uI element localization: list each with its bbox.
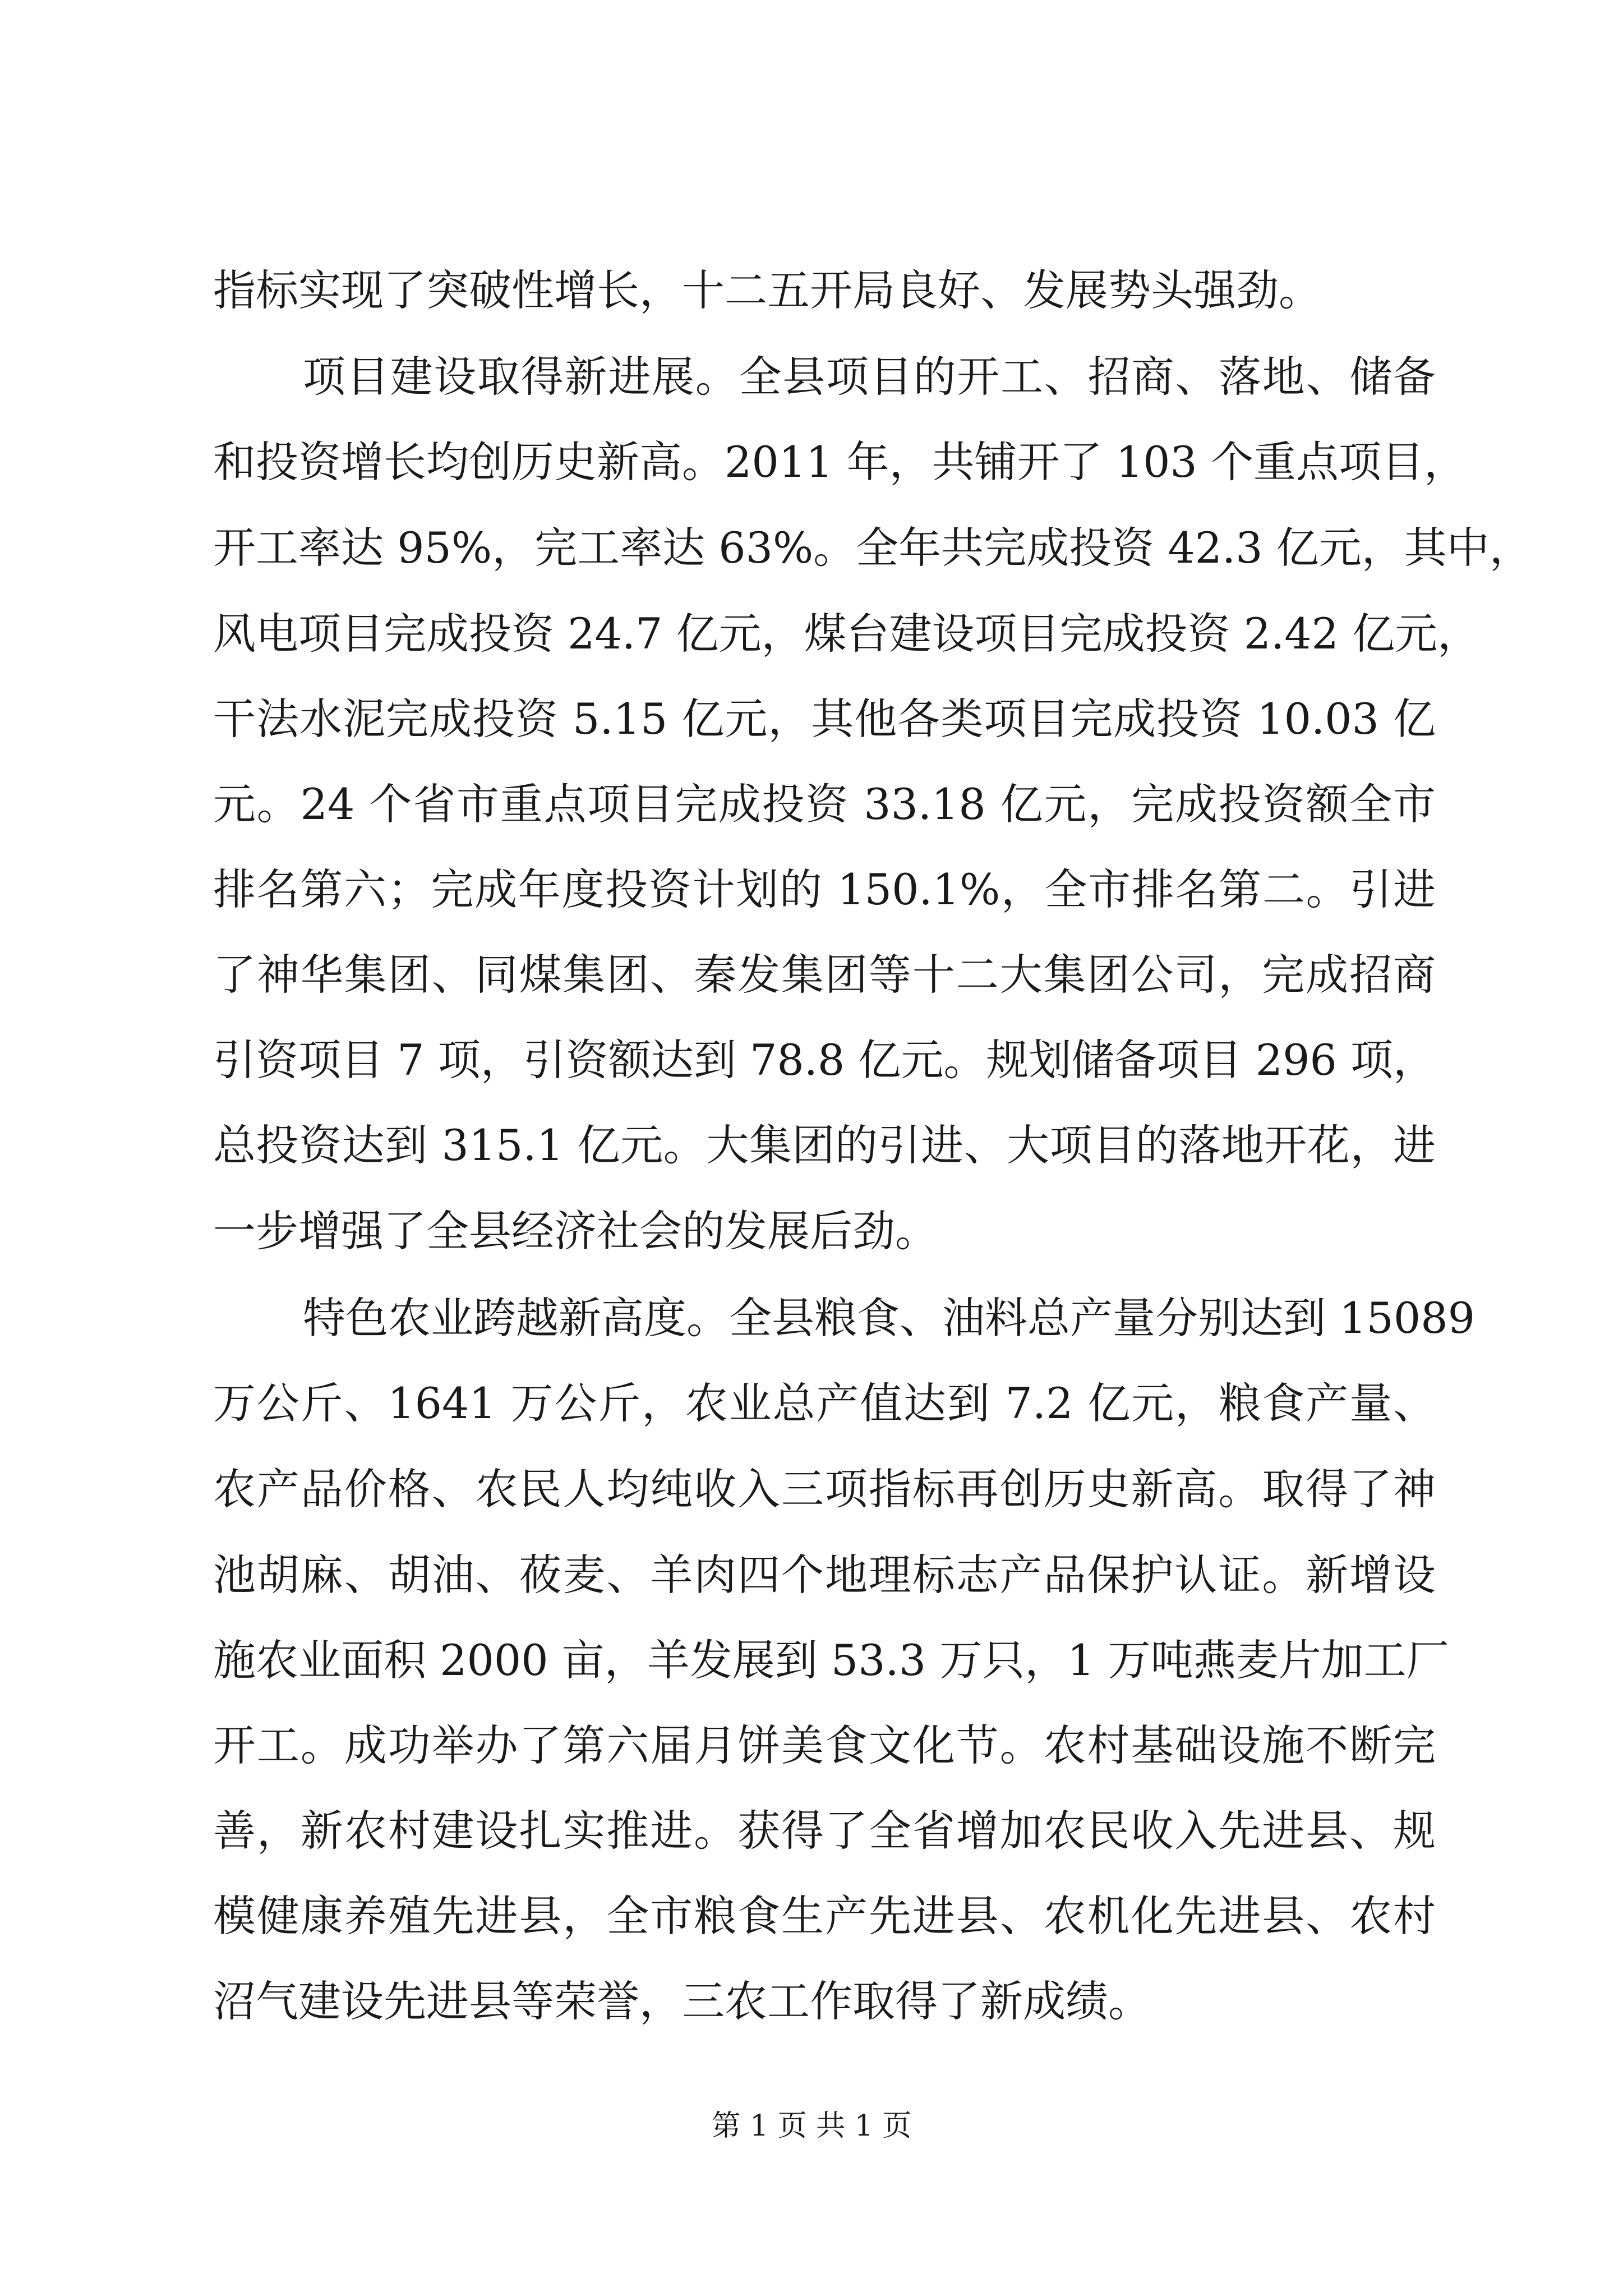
- paragraph-1-line: 总投资达到 315.1 亿元。大集团的引进、大项目的落地开花，进: [213, 1120, 1436, 1170]
- paragraph-1-line: 项目建设取得新进展。全县项目的开工、招商、落地、储备: [303, 352, 1436, 402]
- paragraph-2-line: 施农业面积 2000 亩，羊发展到 53.3 万只，1 万吨燕麦片加工厂: [213, 1635, 1449, 1685]
- paragraph-2-line: 特色农业跨越新高度。全县粮食、油料总产量分别达到 15089: [303, 1293, 1475, 1343]
- paragraph-1-line: 引资项目 7 项，引资额达到 78.8 亿元。规划储备项目 296 项，: [213, 1035, 1436, 1085]
- text-line: 指标实现了突破性增长，十二五开局良好、发展势头强劲。: [213, 265, 1321, 315]
- paragraph-1-line: 一步增强了全县经济社会的发展后劲。: [213, 1206, 938, 1256]
- paragraph-1-line: 开工率达 95%，完工率达 63%。全年共完成投资 42.3 亿元，其中，: [213, 523, 1532, 573]
- paragraph-2-line: 善，新农村建设扎实推进。获得了全省增加农民收入先进县、规: [213, 1806, 1436, 1856]
- paragraph-2-line: 万公斤、1641 万公斤，农业总产值达到 7.2 亿元，粮食产量、: [213, 1378, 1436, 1428]
- paragraph-2-line: 沼气建设先进县等荣誉，三农工作取得了新成绩。: [213, 1976, 1151, 2026]
- paragraph-1-line: 和投资增长均创历史新高。2011 年，共铺开了 103 个重点项目，: [213, 437, 1467, 487]
- paragraph-2-line: 池胡麻、胡油、莜麦、羊肉四个地理标志产品保护认证。新增设: [213, 1550, 1436, 1600]
- paragraph-1-line: 了神华集团、同煤集团、秦发集团等十二大集团公司，完成招商: [213, 950, 1436, 1000]
- paragraph-1-line: 风电项目完成投资 24.7 亿元，煤台建设项目完成投资 2.42 亿元，: [213, 609, 1481, 659]
- paragraph-2-line: 开工。成功举办了第六届月饼美食文化节。农村基础设施不断完: [213, 1720, 1436, 1770]
- paragraph-1-line: 元。24 个省市重点项目完成投资 33.18 亿元，完成投资额全市: [213, 779, 1436, 829]
- paragraph-2-line: 农产品价格、农民人均纯收入三项指标再创历史新高。取得了神: [213, 1464, 1436, 1514]
- page-number-footer: 第 1 页 共 1 页: [711, 2109, 912, 2143]
- paragraph-1-line: 排名第六；完成年度投资计划的 150.1%，全市排名第二。引进: [213, 864, 1436, 914]
- paragraph-1-line: 干法水泥完成投资 5.15 亿元，其他各类项目完成投资 10.03 亿: [213, 694, 1436, 744]
- paragraph-2-line: 模健康养殖先进县，全市粮食生产先进县、农机化先进县、农村: [213, 1891, 1436, 1941]
